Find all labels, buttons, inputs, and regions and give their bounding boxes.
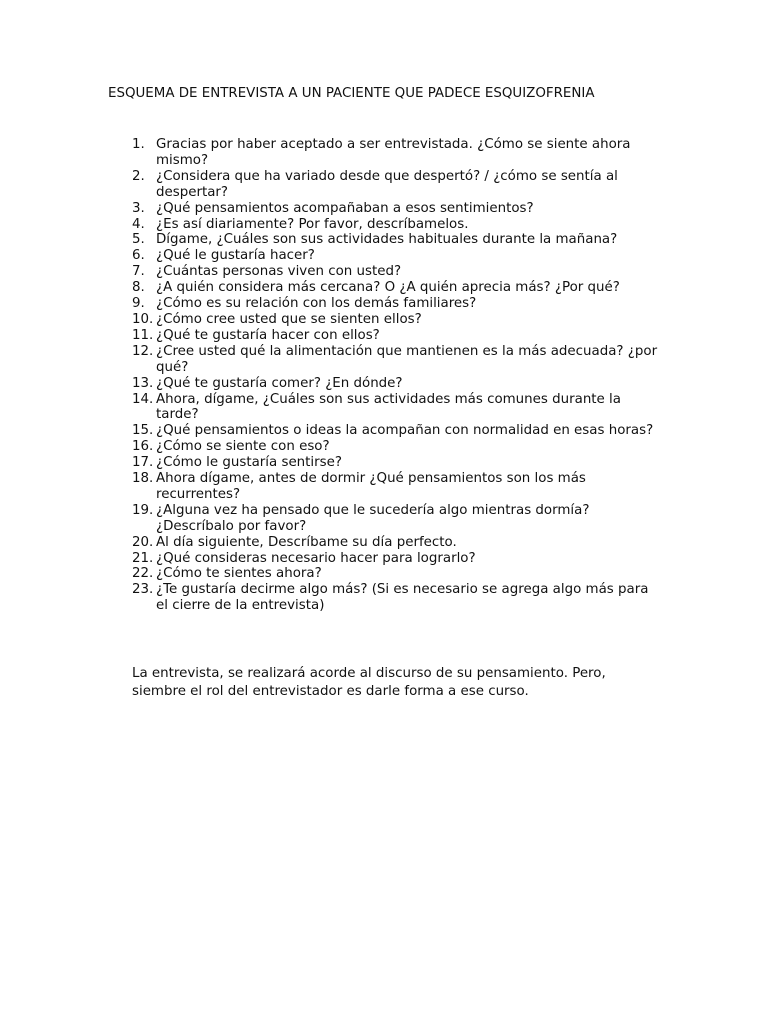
question-text: ¿Qué pensamientos acompañaban a esos sentimientos?	[156, 200, 534, 216]
question-number: 9.	[132, 296, 145, 312]
interview-question-item	[132, 264, 662, 280]
question-text: ¿Cuántas personas viven con usted?	[156, 264, 402, 280]
interview-question-item	[132, 503, 662, 535]
question-number: 14.	[132, 391, 154, 407]
question-text: ¿Es así diariamente? Por favor, descríbamelos.	[156, 216, 469, 232]
question-number: 8.	[132, 280, 145, 296]
question-text: Gracias por haber aceptado a ser entrevistada. ¿Cómo se siente ahora mismo?	[156, 137, 631, 168]
question-number: 7.	[132, 264, 145, 280]
question-text: ¿Considera que ha variado desde que despertó? / ¿cómo se sentía al despertar?	[156, 168, 618, 200]
question-text: Ahora dígame, antes de dormir ¿Qué pensamientos son los más recurrentes?	[156, 471, 586, 502]
question-number: 20.	[132, 534, 154, 550]
interview-question-item	[132, 535, 662, 551]
question-number: 13.	[132, 375, 154, 391]
question-text: ¿Qué te gustaría comer? ¿En dónde?	[156, 375, 403, 391]
interview-question-item	[132, 169, 662, 201]
interview-question-item	[132, 137, 662, 169]
interview-question-item	[132, 280, 662, 296]
question-number: 2.	[132, 168, 145, 184]
interview-question-item	[132, 312, 662, 328]
interview-question-item	[132, 566, 662, 582]
question-text: ¿Qué te gustaría hacer con ellos?	[156, 327, 380, 343]
question-text: ¿Qué consideras necesario hacer para lograrlo?	[156, 550, 476, 566]
question-text: ¿Cómo es su relación con los demás familiares?	[156, 296, 477, 312]
question-text: Al día siguiente, Descríbame su día perfecto.	[156, 534, 457, 550]
interview-question-item	[132, 551, 662, 567]
question-number: 5.	[132, 232, 145, 248]
question-number: 10.	[132, 311, 154, 327]
question-text: ¿Qué le gustaría hacer?	[156, 248, 315, 264]
question-text: ¿Alguna vez ha pensado que le sucedería algo mientras dormía? ¿Descríbalo por favor?	[156, 502, 590, 534]
document-title: ESQUEMA DE ENTREVISTA A UN PACIENTE QUE PADECE ESQUIZOFRENIA	[108, 86, 595, 101]
interview-question-item	[132, 582, 662, 614]
question-text: Ahora, dígame, ¿Cuáles son sus actividades más comunes durante la tarde?	[156, 391, 621, 423]
interview-question-item	[132, 455, 662, 471]
interview-question-item	[132, 201, 662, 217]
question-text: ¿A quién considera más cercana? O ¿A quién aprecia más? ¿Por qué?	[156, 280, 620, 296]
interview-question-item	[132, 423, 662, 439]
question-text: Dígame, ¿Cuáles son sus actividades habituales durante la mañana?	[156, 232, 618, 248]
interview-question-item	[132, 439, 662, 455]
question-number: 18.	[132, 471, 154, 487]
question-number: 23.	[132, 582, 154, 598]
question-number: 4.	[132, 216, 145, 232]
question-text: ¿Qué pensamientos o ideas la acompañan con normalidad en esas horas?	[156, 423, 654, 439]
question-number: 1.	[132, 137, 145, 152]
question-text: ¿Cree usted qué la alimentación que mantienen es la más adecuada? ¿por qué?	[156, 343, 658, 375]
interview-question-item	[132, 344, 662, 376]
interview-question-item	[132, 392, 662, 424]
question-text: ¿Cómo le gustaría sentirse?	[156, 455, 342, 471]
interview-question-item	[132, 232, 662, 248]
closing-paragraph: La entrevista, se realizará acorde al discurso de su pensamiento. Pero, siembre el rol del entrevistador es darle forma a ese curso.	[132, 666, 606, 699]
question-text: ¿Cómo se siente con eso?	[156, 439, 330, 455]
question-number: 11.	[132, 327, 154, 343]
question-text: ¿Cómo cree usted que se sienten ellos?	[156, 311, 422, 327]
interview-question-item	[132, 471, 662, 503]
question-text: ¿Cómo te sientes ahora?	[156, 566, 322, 582]
question-number: 19.	[132, 502, 154, 518]
question-number: 21.	[132, 550, 154, 566]
question-number: 6.	[132, 248, 145, 264]
question-number: 3.	[132, 200, 145, 216]
interview-question-item	[132, 376, 662, 392]
question-number: 15.	[132, 423, 154, 439]
question-number: 16.	[132, 439, 154, 455]
interview-question-item	[132, 248, 662, 264]
interview-question-item	[132, 296, 662, 312]
question-number: 22.	[132, 566, 154, 582]
interview-question-item	[132, 328, 662, 344]
question-text: ¿Te gustaría decirme algo más? (Si es necesario se agrega algo más para el cierre de la entrevista)	[156, 582, 649, 614]
interview-question-item	[132, 217, 662, 233]
question-number: 17.	[132, 455, 154, 471]
question-number: 12.	[132, 343, 154, 359]
interview-question-list	[132, 137, 662, 614]
